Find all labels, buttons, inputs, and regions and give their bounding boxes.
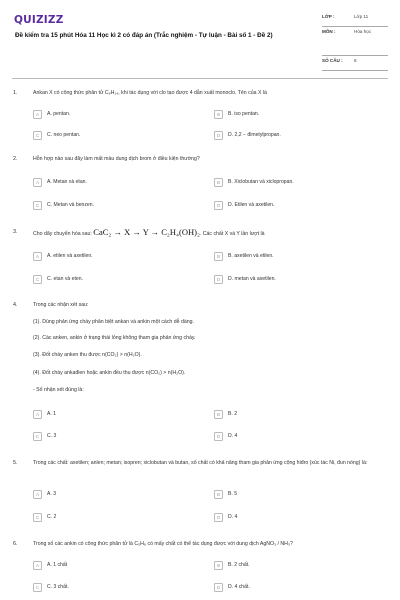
reaction-formula: CaC₂ → X → Y → C₂H₄(OH)₂: [93, 227, 200, 237]
option-c[interactable]: [33, 275, 83, 284]
option-a[interactable]: [33, 490, 56, 499]
question-text: [33, 227, 383, 238]
option-text: D. 4 chất.: [228, 584, 250, 591]
statement-4: (4). Đốt cháy ankađien hoặc ankin đều thu được n(CO₂) > n(H₂O).: [33, 370, 186, 376]
option-letter-box: D: [214, 432, 223, 441]
meta-row-subject: [322, 27, 388, 56]
option-text: D. Etilen và axetilen.: [228, 202, 275, 209]
question-text: Trong các nhận xét sau:: [33, 302, 89, 308]
question-text-after: . Các chất X và Y lần lượt là: [199, 231, 265, 237]
option-c[interactable]: [33, 201, 94, 210]
option-letter-box: C: [33, 201, 42, 210]
option-d[interactable]: [214, 201, 274, 210]
question-number: 2.: [13, 156, 18, 162]
option-text: B. 2 chất.: [228, 562, 250, 569]
option-letter-box: B: [214, 410, 223, 419]
meta-row-grade: [322, 12, 388, 27]
option-text: D. 4: [228, 433, 238, 440]
option-letter-box: C: [33, 275, 42, 284]
option-text: D. 4: [228, 514, 238, 521]
option-letter-box: D: [214, 131, 223, 140]
option-d[interactable]: [214, 583, 250, 592]
statement-2: (2). Các anken, ankin ở trạng thái lỏng không tham gia phản ứng cháy.: [33, 335, 196, 341]
option-text: A. 3: [47, 491, 57, 498]
worksheet-title: Đề kiểm tra 15 phút Hóa 11 Học kì 2 có đáp án (Trắc nghiệm - Tự luận - Bài số 1 - Đề 2): [15, 32, 273, 39]
option-d[interactable]: [214, 275, 276, 284]
question-number: 1.: [13, 90, 18, 96]
option-letter-box: A: [33, 490, 42, 499]
option-letter-box: D: [214, 513, 223, 522]
option-a[interactable]: [33, 561, 67, 570]
question-number: 5.: [13, 460, 18, 466]
option-text: B. axetilen và etilen.: [228, 253, 274, 260]
option-text: C. neo pentan.: [47, 132, 81, 139]
statement-3: (3). Đốt cháy anken thu được n(CO₂) > n(H₂O).: [33, 352, 142, 358]
option-b[interactable]: [214, 178, 294, 187]
option-letter-box: B: [214, 178, 223, 187]
meta-value: Lớp 11: [354, 14, 369, 19]
option-text: C. 3: [47, 433, 57, 440]
option-letter-box: D: [214, 583, 223, 592]
option-letter-box: B: [214, 252, 223, 261]
option-b[interactable]: [214, 561, 250, 570]
option-b[interactable]: [214, 110, 259, 119]
option-letter-box: A: [33, 410, 42, 419]
option-text: C. 3 chất.: [47, 584, 69, 591]
option-text: B. Xiclobutan và xiclopropan.: [228, 179, 294, 186]
option-letter-box: D: [214, 275, 223, 284]
option-d[interactable]: [214, 432, 237, 441]
meta-key: SỐ CÂU :: [322, 58, 343, 63]
header-divider: [12, 78, 388, 79]
option-letter-box: D: [214, 201, 223, 210]
question-number: 4.: [13, 302, 18, 308]
question-number: 3.: [13, 229, 18, 235]
meta-value: 6: [354, 58, 357, 63]
option-text: B. 5: [228, 491, 238, 498]
option-text: C. etan và eten.: [47, 276, 83, 283]
option-letter-box: A: [33, 110, 42, 119]
option-text: C. Metan và benzen.: [47, 202, 95, 209]
option-a[interactable]: [33, 110, 70, 119]
meta-key: MÔN :: [322, 29, 336, 34]
option-text: D. 2,2 − đimetylpropan.: [228, 132, 281, 139]
option-b[interactable]: [214, 490, 237, 499]
option-c[interactable]: [33, 583, 69, 592]
option-b[interactable]: [214, 252, 274, 261]
question-number: 6.: [13, 541, 18, 547]
option-text: C. 2: [47, 514, 57, 521]
option-letter-box: A: [33, 561, 42, 570]
option-b[interactable]: [214, 410, 237, 419]
option-text: B. 2: [228, 411, 238, 418]
option-c[interactable]: [33, 513, 56, 522]
option-text: A. etilen và axetilen.: [47, 253, 93, 260]
question-prompt: - Số nhận xét đúng là:: [33, 387, 84, 393]
option-a[interactable]: [33, 252, 93, 261]
option-a[interactable]: [33, 410, 56, 419]
meta-row-count: [322, 56, 388, 71]
question-text: Trong các chất: axetilen; anlen; metan; isopren; xiclobutan và butan, số chất có khả năng tham gia phản ứng cộng hiđro (xúc tác Ni, đun nóng) là:: [33, 460, 368, 466]
option-d[interactable]: [214, 131, 281, 140]
option-letter-box: C: [33, 583, 42, 592]
question-text: Hỗn hợp nào sau đây làm mất màu dung dịch brom ở điều kiện thường?: [33, 156, 200, 162]
worksheet-header: [0, 0, 400, 70]
option-d[interactable]: [214, 513, 237, 522]
option-letter-box: B: [214, 561, 223, 570]
option-letter-box: A: [33, 252, 42, 261]
option-letter-box: C: [33, 432, 42, 441]
statement-1: (1). Dùng phản ứng cháy phân biệt ankan và ankin một cách dễ dàng.: [33, 319, 194, 325]
option-c[interactable]: [33, 131, 80, 140]
option-letter-box: B: [214, 110, 223, 119]
option-text: D. metan và axetilen.: [228, 276, 276, 283]
option-text: A. pentan.: [47, 111, 71, 118]
option-letter-box: B: [214, 490, 223, 499]
option-letter-box: C: [33, 513, 42, 522]
meta-value: Hóa học: [354, 29, 372, 34]
worksheet-meta: [322, 12, 388, 71]
option-text: A. 1: [47, 411, 57, 418]
option-a[interactable]: [33, 178, 87, 187]
option-text: A. Metan và etan.: [47, 179, 87, 186]
meta-key: LỚP :: [322, 14, 335, 19]
option-letter-box: C: [33, 131, 42, 140]
question-text: Ankan X có công thức phân tử C₆H₁₄, khi tác dụng với clo tạo được 4 dẫn xuất monoclo. Tên của X là: [33, 90, 267, 96]
quizizz-logo: QUIZIZZ: [14, 14, 64, 26]
question-text: Trong số các ankin có công thức phân tử là C₅H₈ có mấy chất có thể tác dụng được với dung dịch AgNO₃ / NH₃?: [33, 541, 293, 547]
question-text-before: Cho dãy chuyển hóa sau:: [33, 231, 92, 237]
option-text: A. 1 chất: [47, 562, 68, 569]
option-text: B. iso pentan.: [228, 111, 260, 118]
option-c[interactable]: [33, 432, 56, 441]
option-letter-box: A: [33, 178, 42, 187]
